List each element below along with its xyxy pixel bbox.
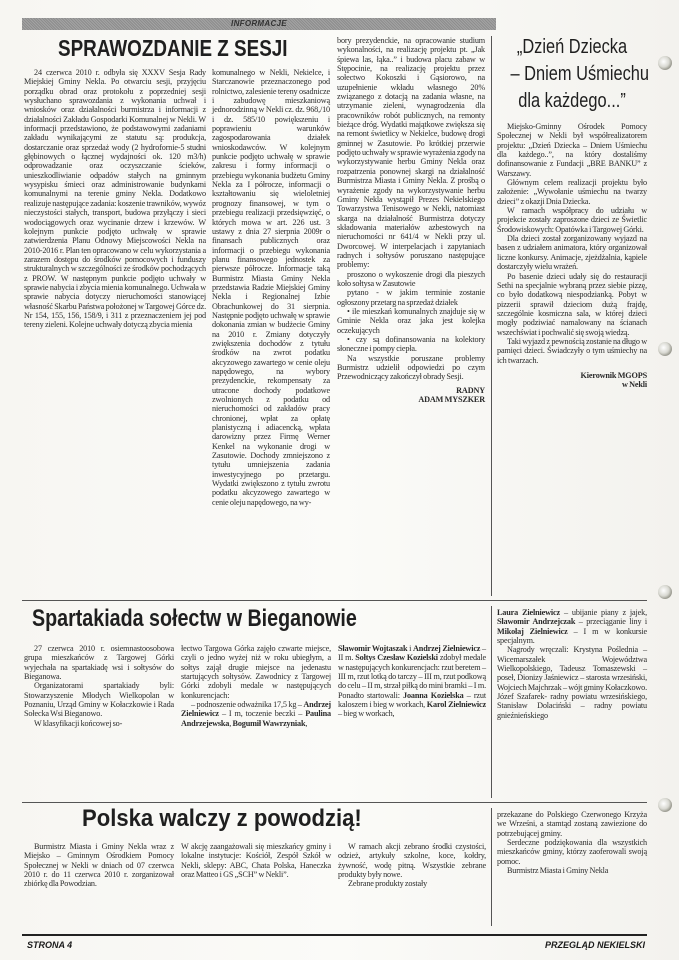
paragraph: • czy są dofinansowania na kolektory słoneczne i pompy ciepła. bbox=[337, 335, 485, 354]
paragraph: Na wszystkie poruszane problemy Burmistrz udzielił odpowiedzi po czym Przewodniczący zakończył obrady Sesji. bbox=[337, 353, 485, 382]
binder-hole-icon bbox=[658, 585, 672, 599]
signature-line: Kierownik MGOPS bbox=[580, 370, 647, 380]
signature-line: w Nekli bbox=[621, 380, 647, 390]
paragraph: W ramach współpracy do udziału w projekcie zostały zaproszone dzieci ze Świetlic Środowiskowych: Opatówka i Targowej Górki. bbox=[497, 206, 647, 234]
sesja-column-2 bbox=[212, 68, 330, 507]
paragraph bbox=[338, 644, 486, 719]
column-divider bbox=[491, 36, 492, 596]
person-name: Sławomir Andrzejczak bbox=[497, 617, 576, 627]
person-name: Bogumił Wawrzyniak bbox=[232, 718, 306, 728]
article-title-spartakiada: Spartakiada sołectw w Bieganowie bbox=[32, 605, 357, 632]
paragraph: Burmistrz Miasta i Gminy Nekla bbox=[507, 866, 609, 876]
text: – podnoszenie odważnika 17,5 kg – bbox=[191, 700, 302, 710]
paragraph: Organizatorami spartakiady byli: Stowarzyszenie Młodych Wielkopolan w Poznaniu, Urząd Gminy w Kołaczkowie i Rada Sołecka Wsi Bieganowo. bbox=[24, 681, 174, 719]
paragraph: Serdeczne podziękowania dla wszystkich mieszkańców gminy, którzy zaoferowali swoją pomoc. bbox=[497, 838, 647, 866]
binder-hole-icon bbox=[658, 342, 672, 356]
person-name: Andrzej Zielniewicz bbox=[181, 700, 331, 719]
text: – bieg w workach, bbox=[338, 709, 395, 719]
section-header-bar bbox=[22, 18, 496, 30]
paragraph: łectwo Targowa Górka zajęło czwarte miejsce, czyli o jedno wyżej niż w roku ubiegłym, a sołtys zajął drugie miejsce na jedenastu startujących sołtysów. Zawodnicy z Targowej Górki zdobyli medale w następujących konkurencjach: bbox=[181, 644, 331, 700]
powodz-column-1 bbox=[24, 842, 174, 889]
text: – przeciąganie liny i bbox=[578, 617, 647, 627]
article-title-powodz: Polska walczy z powodzią! bbox=[82, 805, 362, 832]
paragraph: Zebrane produkty zostały bbox=[348, 879, 428, 889]
spartakiada-column-2 bbox=[181, 644, 331, 728]
powodz-column-4 bbox=[497, 810, 647, 875]
column-divider bbox=[491, 606, 492, 798]
article-title-dzien-dziecka bbox=[497, 34, 650, 115]
sesja-column-1 bbox=[24, 68, 206, 330]
signature-line: RADNY bbox=[456, 385, 485, 395]
paragraph: 24 czerwca 2010 r. odbyła się XXXV Sesja Rady Miejskiej Gminy Nekla. Po otwarciu sesji, przyjęciu porządku obrad oraz protokołu z poprzedniej sesji wysłuchano sprawozdania z wykonania uchwał i wniosków oraz działalności burmistrza i informacji z działalności Zakładu Gospodarki Komunalnej w Nekli. W informacji przedstawiono, że podstawowymi zadaniami zakładu wynikającymi ze statutu są: produkcja, dostarczanie oraz sprzedaż wody (2 hydrofornie-5 studni głębinowych o łącznej wydajności ok. 120 m3/h) odprowadzanie oraz oczyszczanie ścieków, unieszkodliwianie odpadów stałych na gminnym wysypisku śmieci oraz administrowanie budynkami komunalnymi na terenie gminy Nekla. Dodatkowo realizuje następujące zadania: koszenie trawników, wywóz nieczystości stałych, transport, budowa przyłączy i sieci wodociągowych oraz wycinanie drzew i krzewów. W kolejnym punkcie podjęto uchwałę w sprawie zatwierdzenia Planu Odnowy Miejscowości Nekla na 2010-2016 r. Plan ten opracowano w celu wykorzystania a zarazem dostępu do środków pomocowych i funduszy strukturalnych w szczególności ze środków pochodzących z PROW. W następnym punkcie podjęto uchwały w sprawie nabycia i zbycia mienia komunalnego. Uchwała w sprawie nabycia dotyczy nieruchomości stanowiącej własność Skarbu Państwa położonej w Targowej Górce dz. Nr 154, 155, 156, 158/9, i 311 z przeznaczeniem jej pod tereny zieleni. Kolejne uchwały dotyczą zbycia mienia bbox=[24, 68, 206, 330]
person-name: Mikołaj Zielniewicz bbox=[497, 626, 568, 636]
text: – rzut kaloszem i bieg w workach, bbox=[338, 690, 486, 710]
person-name: Joanna Kozielska bbox=[403, 690, 464, 700]
paragraph bbox=[497, 608, 647, 645]
text: zdobył medale w następujących konkurencjach: rzut beretem – III m, rzut lotką do tarczy – III m, rzut podkową do celu – II m, strzał piłką do mini bramki – I m. Ponadto startowali: bbox=[338, 653, 486, 700]
text: – II m. bbox=[338, 644, 486, 663]
paragraph: pytano - w jakim terminie zostanie ogłoszony przetarg na sprzedaż działek bbox=[337, 288, 485, 307]
paragraph: Głównym celem realizacji projektu było założenie: „Wywołanie uśmiechu na twarzy dzieci” z okazji Dnia Dziecka. bbox=[497, 178, 647, 206]
paragraph: • ile mieszkań komunalnych znajduje się w Gminie Nekla oraz jaka jest kolejka oczekujących bbox=[337, 306, 485, 335]
paragraph: proszono o wykoszenie drogi dla pieszych koło sołtysa w Zasutowie bbox=[337, 269, 485, 288]
person-name: Karol Zielniewicz bbox=[426, 700, 486, 710]
paragraph: Miejsko-Gminny Ośrodek Pomocy Społecznej w Nekli był współrealizatorem projektu: „Dzień Dziecka – Dniem Uśmiechu dla każdego..”, na który dostaliśmy dofinansowanie z Fundacji „BRE BANKU” z Warszawy. bbox=[497, 122, 647, 178]
signature-line: ADAM MYSZKER bbox=[418, 395, 485, 405]
spartakiada-column-3 bbox=[338, 644, 486, 719]
column-divider bbox=[491, 808, 492, 926]
title-line: – Dniem Uśmiechu bbox=[510, 63, 650, 85]
title-line: dla każdego...” bbox=[518, 90, 626, 112]
paragraph: bory prezydenckie, na opracowanie studium wykonalności, na realizację projektu pt. „Jak śpiewa las, łąka..” i budowa placu zabaw w Stępocinie, na realizację projektu przez sołectwo Kokoszki i Gąsiorowo, na uzupełnienie wkładu własnego 20% związanego z dotacją na zadania własne, na utrzymanie zieleni, wynagrodzenia dla pracowników robót publicznych, na remonty bieżące dróg. Wydatki majątkowe zwiększa się na remont świetlicy w Nekielce, budowę drogi gminnej w Zasutowie. Po krótkiej przerwie podjęto uchwały w sprawie wyrażenia zgody na wykorzystywanie herbu Gminy Nekla oraz rozpatrzenia ponownej skargi na działalność Burmistrza Miasta i Gminy Nekla. Z prośbą o wyrażenie zgody na wykorzystywanie herbu Gminy Nekla wystąpił Prezes Nekielskiego Towarzystwa Tenisowego w Nekli, natomiast skarga na działalność Burmistrza dotyczy składowania materiałów azbestowych na nieruchomości nr 641/4 w Nekli przy ul. Dworcowej. W interpelacjach i zapytaniach radnych i sołtysów poruszano następujące problemy: bbox=[337, 36, 485, 270]
section-divider bbox=[22, 802, 647, 803]
powodz-column-2 bbox=[181, 842, 331, 879]
paragraph: 27 czerwca 2010 r. osiemnastoosobowa grupa mieszkańców z Targowej Górki wyjechała na spartakiadę wsi i sołtysów do Bieganowa. bbox=[24, 644, 174, 682]
sesja-column-3 bbox=[337, 36, 485, 404]
footer-rule bbox=[22, 934, 647, 936]
person-name: Sławomir Wojtaszak bbox=[338, 644, 408, 653]
powodz-column-3 bbox=[338, 842, 486, 889]
person-name: Paulina Andrzejewska bbox=[181, 709, 331, 728]
paragraph: Po basenie dzieci udały się do restauracji Sethi na specjalnie wybraną przez siebie pizzę, co było dodatkową niespodzianką. Pobyt w pizzerii sprawił dzieciom dużą frajdę, szczególnie kosmiczna sala, w której dzieci mogły podziwiać namalowany na ścianach wszechświat i pochwalić się swoją wiedzą. bbox=[497, 271, 647, 337]
person-name: Laura Zielniewicz bbox=[497, 608, 560, 617]
paragraph: W ramach akcji zebrano środki czystości, odzież, artykuły szkolne, koce, kołdry, żywność, wodę pitną. Wszystkie zebrane produkty były nowe. bbox=[338, 842, 486, 880]
spartakiada-column-4 bbox=[497, 608, 647, 720]
person-name: Andrzej Zielniewicz bbox=[413, 644, 481, 653]
section-divider bbox=[22, 600, 647, 601]
text: – ubijanie piany z jajek, bbox=[563, 608, 647, 617]
article-title-sesja: SPRAWOZDANIE Z SESJI bbox=[58, 35, 288, 61]
title-line: „Dzień Dziecka bbox=[516, 36, 628, 58]
text: – I m w konkursie specjalnym. bbox=[497, 626, 648, 646]
paragraph: W akcję zaangażowali się mieszkańcy gminy i lokalne instytucje: Kościół, Zespół Szkół w Nekli, sklepy: ABC, Chata Polska, Haneczka oraz Matteo i GS „SCH” w Nekli”. bbox=[181, 842, 331, 880]
publication-name: PRZEGLĄD NEKIELSKI bbox=[544, 940, 645, 950]
spartakiada-column-1 bbox=[24, 644, 174, 728]
dzien-dziecka-body bbox=[497, 122, 647, 390]
page-number: STRONA 4 bbox=[27, 940, 73, 950]
paragraph: komunalnego w Nekli, Nekielce, i Starczanowie przeznaczonego pod rolnictwo, zalesienie tereny osadnicze i zabudowę mieszkaniową jednorodzinną w Nekli cz. dz. 968,/10 i dz. 585/10 powiększeniu i poprawieniu warunków zagospodarowania działek wnioskodawców. W kolejnym punkcie podjęto uchwałę w sprawie zakresu i formy informacji o przebiegu wykonania budżetu Gminy Nekla za I półrocze, informacji o kształtowaniu się wieloletniej prognozy finansowej, w tym o przebiegu realizacji przedsięwzięć, o których mowa w art. 226 ust. 3 ustawy z dnia 27 sierpnia 2009r o finansach publicznych oraz informacji o przebiegu wykonania planu finansowego jednostek za pierwsze półrocze. Informacje taką Burmistrz Miasta Gminy Nekla przedstawia Radzie Miejskiej Gminy Nekla i Regionalnej Izbie Obrachunkowej do 31 sierpnia. Następnie podjęto uchwałę w sprawie dokonania zmian w budżecie Gminy na 2010 r. Zmiany dotyczyły zwiększenia dochodów z tytułu środków na zwrot podatku akcyzowego zawartego w cenie oleju napędowego, na wybory prezydenckie, rekompensaty za utracone dochody podatkowe zwolnionych z podatku od nieruchomości od zakładów pracy chronionej, wpłat za opłatę planistyczną i adiacencką, wpłata darowizny przez Firmę Werner Kenkel na wykonanie drogi w Zasutowie. Dochody zmniejszono z tytułu umniejszenia zadania inwestycyjnego po przetargu. Wydatki zwiększono z tytułu zwrotu podatku akcyzowego zawartego w cenie oleju napędowego, na wy- bbox=[212, 68, 330, 507]
paragraph: – podnoszenie odważnika 17,5 kg – Andrzej Zielniewicz – I m, toczenie beczki – Paulina Andrzejewska, Bogumił Wawrzyniak, bbox=[181, 700, 331, 728]
binder-hole-icon bbox=[658, 798, 672, 812]
binder-hole-icon bbox=[658, 56, 672, 70]
paragraph: przekazane do Polskiego Czerwonego Krzyża we Wrześni, a stamtąd zostaną zawiezione do potrzebującej gminy. bbox=[497, 810, 647, 838]
paragraph: Dla dzieci został zorganizowany wyjazd na basen z udziałem animatora, który organizował liczne konkursy. Animacje, zjeżdżalnia, kąpiele dostarczyły wielu wrażeń. bbox=[497, 234, 647, 272]
paragraph: W klasyfikacji końcowej so- bbox=[34, 718, 123, 728]
section-label: INFORMACJE bbox=[231, 19, 287, 28]
paragraph: Burmistrz Miasta i Gminy Nekla wraz z Miejsko – Gminnym Ośrodkiem Pomocy Społecznej w Nekli w dniach od 07 czerwca 2010 r. do 11 czerwca 2010 r. zorganizował zbiórkę dla Powodzian. bbox=[24, 842, 174, 889]
text: i bbox=[409, 644, 412, 653]
paragraph: Taki wyjazd z pewnością zostanie na długo w pamięci dzieci. Świadczyły o tym uśmiechy na ich twarzach. bbox=[497, 336, 647, 365]
text: – I m, toczenie beczki – bbox=[221, 709, 303, 719]
person-name: Sołtys Czesław Kozielski bbox=[355, 653, 438, 663]
paragraph: Nagrody wręczali: Krystyna Poślednia – Wicemarszałek Województwa Wielkopolskiego, Tadeusz Tomaszewski – poseł, Dionizy Jaśniewicz – starosta wrzesiński, Wojciech Majchrzak – wójt gminy Kołaczkowo. Józef Szafarek- radny powiatu wrzesińskiego, Stanisław Dolaciński – radny powiatu gnieźnieńskiego bbox=[497, 645, 647, 720]
